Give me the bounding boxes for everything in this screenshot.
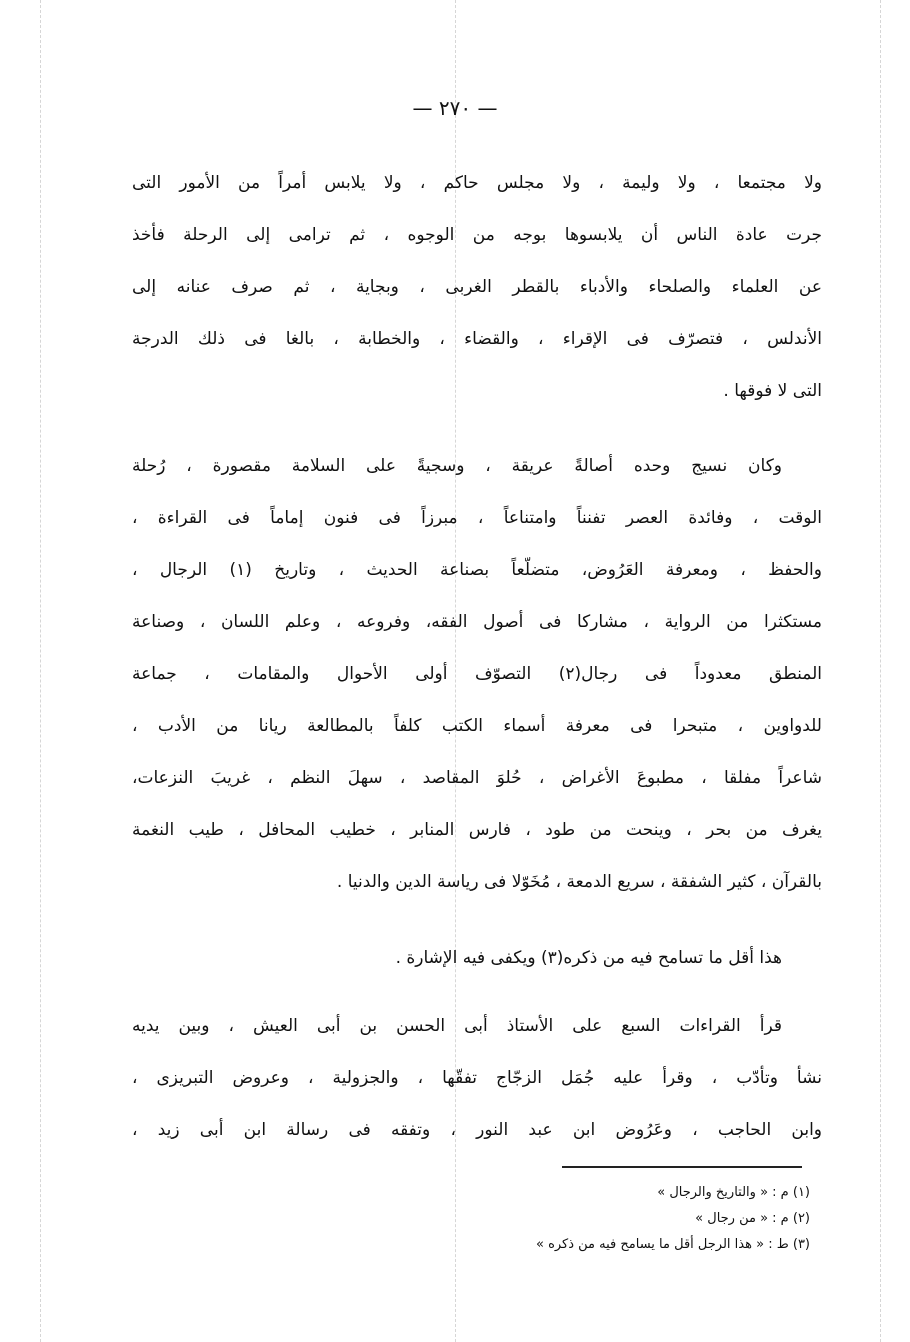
text-line: والحفظ ، ومعرفة العَرُوض، متضلّعاً بصناعة الحديث ، وتاريخ (١) الرجال ،: [132, 560, 822, 580]
footnote-divider: [562, 1166, 802, 1168]
text-line: شاعراً مفلقا ، مطبوعَ الأغراض ، حُلوَ المقاصد ، سهلَ النظم ، غريبَ النزعات،: [132, 768, 822, 788]
paragraph-2: [132, 440, 822, 908]
text-line: نشأ وتأدّب ، وقرأ عليه جُمَل الزجّاج تفقّها ، والجزولية ، وعروض التبريزى ،: [132, 1068, 822, 1088]
scan-guide-line: [40, 0, 41, 1342]
footnote-1: (١) م : « والتاريخ والرجال »: [657, 1185, 810, 1200]
text-line: للدواوين ، متبحرا فى معرفة أسماء الكتب كلفاً بالمطالعة ريانا من الأدب ،: [132, 716, 822, 736]
text-line: عن العلماء والصلحاء والأدباء بالقطر الغربى ، وبجاية ، ثم صرف عنانه إلى: [132, 277, 822, 297]
paragraph-1: [132, 157, 822, 417]
paragraph-3: [132, 932, 822, 984]
text-line: الأندلس ، فتصرّف فى الإقراء ، والقضاء ، والخطابة ، بالغا فى ذلك الدرجة: [132, 329, 822, 349]
scan-guide-line: [880, 0, 881, 1342]
footnote-3: (٣) ط : « هذا الرجل أقل ما يسامح فيه من ذكره »: [535, 1237, 810, 1252]
text-line: يغرف من بحر ، وينحت من طود ، فارس المنابر ، خطيب المحافل ، طيب النغمة: [132, 820, 822, 840]
paragraph-4: [132, 1000, 822, 1156]
text-line: مستكثرا من الرواية ، مشاركا فى أصول الفقه، وفروعه ، وعلم اللسان ، وصناعة: [132, 612, 822, 632]
footnote-2: (٢) م : « من رجال »: [695, 1211, 810, 1226]
text-line: قرأ القراءات السبع على الأستاذ أبى الحسن بن أبى العيش ، وبين يديه: [132, 1016, 782, 1036]
page-number: — ٢٧٠ —: [412, 96, 498, 120]
footnotes: [310, 1180, 810, 1258]
text-line: الوقت ، وفائدة العصر تفنناً وامتناعاً ، مبرزاً فى فنون إماماً فى القراءة ،: [132, 508, 822, 528]
text-line: بالقرآن ، كثير الشفقة ، سريع الدمعة ، مُخَوّلا فى رياسة الدين والدنيا .: [336, 872, 822, 892]
text-line: هذا أقل ما تسامح فيه من ذكره(٣) ويكفى فيه الإشارة .: [395, 948, 782, 968]
text-line: المنطق معدوداً فى رجال(٢) التصوّف أولى الأحوال والمقامات ، جماعة: [132, 664, 822, 684]
text-line: وابن الحاجب ، وعَرُوض ابن عبد النور ، وتفقه فى رسالة ابن أبى زيد ،: [132, 1120, 822, 1140]
text-line: جرت عادة الناس أن يلابسوها بوجه من الوجوه ، ثم ترامى إلى الرحلة فأخذ: [132, 225, 822, 245]
text-line: التى لا فوقها .: [723, 381, 822, 401]
text-line: ولا مجتمعا ، ولا وليمة ، ولا مجلس حاكم ، ولا يلابس أمراً من الأمور التى: [132, 173, 822, 193]
text-line: وكان نسيج وحده أصالةً عريقة ، وسجيةً على السلامة مقصورة ، رُحلة: [132, 456, 782, 476]
